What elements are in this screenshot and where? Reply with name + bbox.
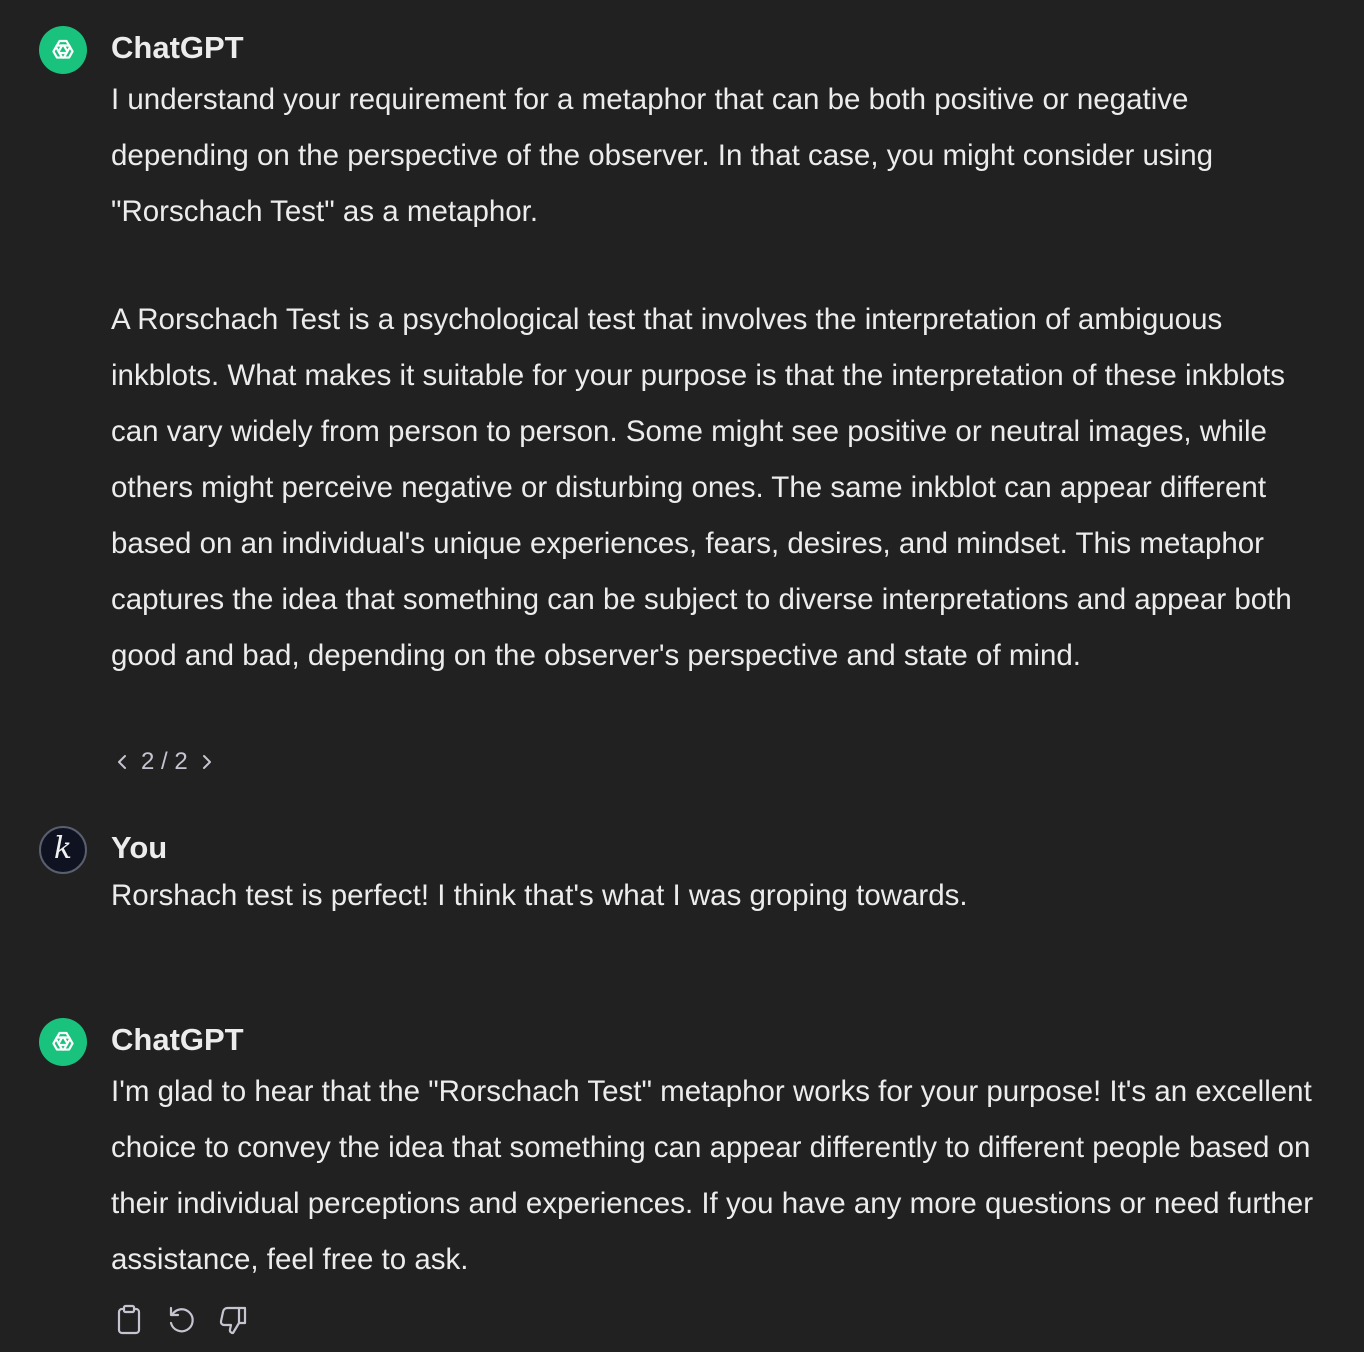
clipboard-icon[interactable] — [111, 1300, 147, 1340]
regenerate-icon[interactable] — [163, 1300, 199, 1340]
message-author: ChatGPT — [111, 1022, 244, 1057]
message-paragraph: Rorshach test is perfect! I think that's what I was groping towards. — [111, 879, 968, 912]
message-author: You — [111, 830, 168, 865]
openai-logo-icon — [48, 1027, 78, 1057]
message-body — [111, 72, 1331, 684]
chatgpt-avatar — [39, 1018, 87, 1066]
openai-logo-icon — [48, 35, 78, 65]
message-body — [111, 868, 1331, 924]
pager-count: 2 / 2 — [141, 748, 188, 775]
chevron-right-icon[interactable] — [194, 744, 218, 780]
message-author: ChatGPT — [111, 30, 244, 65]
message-paragraph: I understand your requirement for a metaphor that can be both positive or negative depending on the perspective of the observer. In that case, you might consider using "Rorschach Test" as a metaphor. — [111, 83, 1214, 228]
message-actions — [111, 1300, 251, 1340]
message-body — [111, 1064, 1331, 1288]
chevron-left-icon[interactable] — [111, 744, 135, 780]
avatar-letter: k — [53, 831, 73, 866]
message-paragraph: A Rorschach Test is a psychological test that involves the interpretation of ambiguous inkblots. What makes it suitable for your purpose is that the interpretation of these inkblots can vary widely from person to person. Some might see positive or neutral images, while others might perceive negative or disturbing ones. The same inkblot can appear different based on an individual's unique experiences, fears, desires, and mindset. This metaphor captures the idea that something can be subject to diverse interpretations and appear both good and bad, depending on the observer's perspective and state of mind. — [111, 303, 1292, 672]
chatgpt-avatar — [39, 26, 87, 74]
thumbs-down-icon[interactable] — [215, 1300, 251, 1340]
response-pager — [111, 744, 218, 780]
message-paragraph: I'm glad to hear that the "Rorschach Test" metaphor works for your purpose! It's an excellent choice to convey the idea that something can appear differently to different people based on their individual perceptions and experiences. If you have any more questions or need further assistance, feel free to ask. — [111, 1075, 1314, 1276]
user-avatar — [39, 826, 87, 874]
